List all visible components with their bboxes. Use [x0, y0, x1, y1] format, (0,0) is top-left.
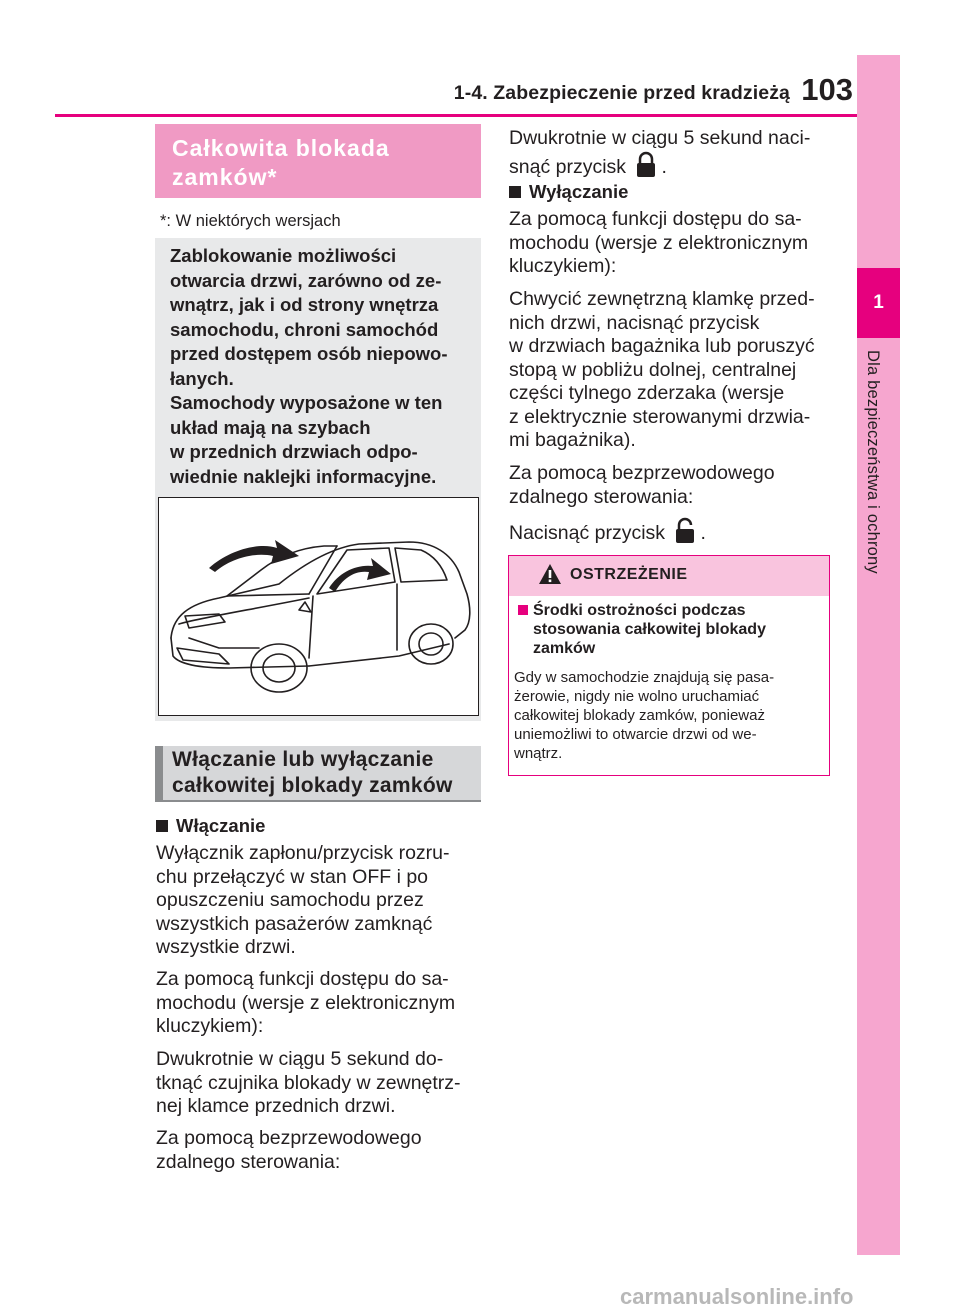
car-drawing	[159, 498, 478, 715]
text-line: tknąć czujnika blokady w zewnętrz-	[156, 1071, 461, 1094]
section-heading-line: całkowitej blokady zamków	[172, 774, 453, 797]
text-line: Za pomocą funkcji dostępu do sa-	[156, 968, 449, 990]
text-line: części tylnego zderzaka (wersje	[509, 382, 785, 404]
text-line: wszystkie drzwi.	[156, 936, 296, 958]
warning-triangle-icon	[538, 563, 562, 590]
intro-line: samochodu, chroni samochód	[170, 318, 439, 340]
unlock-icon	[674, 517, 696, 545]
intro-line: wiednie naklejki informacyjne.	[170, 465, 437, 487]
text-line: Gdy w samochodzie znajdują się pasa-	[514, 669, 775, 686]
footnote: *: W niektórych wersjach	[160, 212, 341, 230]
car-illustration	[158, 497, 479, 716]
text-line: mi bagażnika).	[509, 429, 636, 451]
text-fragment: .	[661, 155, 667, 178]
intro-line: łanych.	[170, 367, 234, 389]
text-line: stopą w pobliżu dolnej, centralnej	[509, 358, 797, 381]
lock-icon	[635, 151, 657, 179]
warning-subheading	[518, 601, 818, 658]
text-line: zdalnego sterowania:	[509, 485, 694, 508]
warning-subheading-line	[518, 601, 818, 620]
page-number: 103	[801, 72, 853, 107]
text-line: Za pomocą bezprzewodowego	[156, 1127, 422, 1149]
paragraph	[156, 1048, 481, 1119]
text-fragment: Nacisnąć przycisk	[509, 522, 666, 544]
text-fragment: .	[700, 522, 706, 544]
text-line: wszystkich pasażerów zamknąć	[156, 912, 433, 935]
subheading-label: Wyłączanie	[529, 181, 629, 202]
intro-line: otwarcia drzwi, zarówno od ze-	[170, 269, 442, 291]
intro-line: wnątrz, jak i od strony wnętrza	[170, 294, 439, 315]
text-fragment: Środki ostrożności podczas	[533, 602, 746, 619]
warning-subheading-line: zamków	[533, 640, 596, 657]
text-line: opuszczeniu samochodu przez	[156, 889, 424, 911]
intro-line: Zablokowanie możliwości	[170, 245, 397, 266]
watermark: carmanualsonline.info	[620, 1284, 854, 1309]
bullet-square-icon	[518, 605, 528, 615]
text-line: mochodu (wersje z elektronicznym	[509, 231, 809, 254]
intro-line: przed dostępem osób niepowo-	[170, 343, 448, 364]
text-line: nej klamce przednich drzwi.	[156, 1095, 396, 1117]
text-line: kluczykiem):	[509, 255, 617, 277]
text-line: wnątrz.	[514, 745, 563, 762]
section-heading	[172, 134, 472, 192]
chapter-side-strip	[857, 55, 900, 1255]
section-heading-line: Włączanie lub wyłączanie	[172, 748, 434, 771]
running-header: 1-4. Zabezpieczenie przed kradzieżą	[453, 82, 790, 104]
paragraph	[156, 842, 481, 960]
intro-line: Samochody wyposażone w ten	[170, 392, 443, 413]
header-rule	[55, 114, 857, 117]
subheading-off	[509, 181, 628, 203]
chapter-title-vertical	[863, 350, 897, 610]
section-heading-line: Całkowita blokada	[172, 135, 390, 161]
paragraph	[509, 288, 839, 453]
warning-title: OSTRZEŻENIE	[570, 566, 688, 583]
text-line: Wyłącznik zapłonu/przycisk rozru-	[156, 842, 450, 864]
text-line: kluczykiem):	[156, 1015, 264, 1037]
warning-body	[514, 668, 826, 763]
paragraph	[509, 462, 839, 509]
paragraph	[509, 517, 839, 546]
paragraph	[156, 1127, 481, 1174]
text-line: Dwukrotnie w ciągu 5 sekund naci-	[509, 127, 811, 149]
text-line: Za pomocą bezprzewodowego	[509, 462, 775, 484]
chapter-title: Dla bezpieczeństwa i ochrony	[864, 350, 882, 574]
intro-line: w przednich drzwiach odpo-	[170, 441, 418, 462]
subheading-label: Włączanie	[176, 815, 266, 836]
paragraph	[509, 208, 839, 279]
subheading-on	[156, 815, 265, 837]
paragraph	[156, 968, 481, 1039]
text-line: Chwycić zewnętrzną klamkę przed-	[509, 288, 815, 310]
chapter-number: 1	[873, 292, 884, 313]
text-line: uniemożliwi to otwarcie drzwi od we-	[514, 726, 757, 743]
text-line: Dwukrotnie w ciągu 5 sekund do-	[156, 1048, 444, 1070]
intro-line: układ mają na szybach	[170, 416, 371, 438]
text-fragment: snąć przycisk	[509, 155, 627, 178]
text-line: żerowie, nigdy nie wolno uruchamiać	[514, 688, 760, 705]
intro-text	[170, 244, 475, 489]
bullet-square-icon	[156, 820, 168, 832]
section-heading	[172, 747, 477, 799]
paragraph	[509, 127, 839, 179]
text-line: całkowitej blokady zamków, ponieważ	[514, 707, 765, 724]
text-line: zdalnego sterowania:	[156, 1150, 341, 1173]
section-heading-line: zamków*	[172, 164, 278, 190]
text-line	[509, 151, 839, 180]
text-line: nich drzwi, nacisnąć przycisk	[509, 311, 760, 334]
text-line: w drzwiach bagażnika lub poruszyć	[509, 335, 815, 357]
text-line: z elektrycznie sterowanymi drzwia-	[509, 405, 811, 428]
bullet-square-icon	[509, 186, 521, 198]
text-line: Za pomocą funkcji dostępu do sa-	[509, 208, 802, 230]
warning-subheading-line: stosowania całkowitej blokady	[533, 621, 766, 638]
text-line: mochodu (wersje z elektronicznym	[156, 991, 456, 1014]
text-line: chu przełączyć w stan OFF i po	[156, 865, 429, 888]
